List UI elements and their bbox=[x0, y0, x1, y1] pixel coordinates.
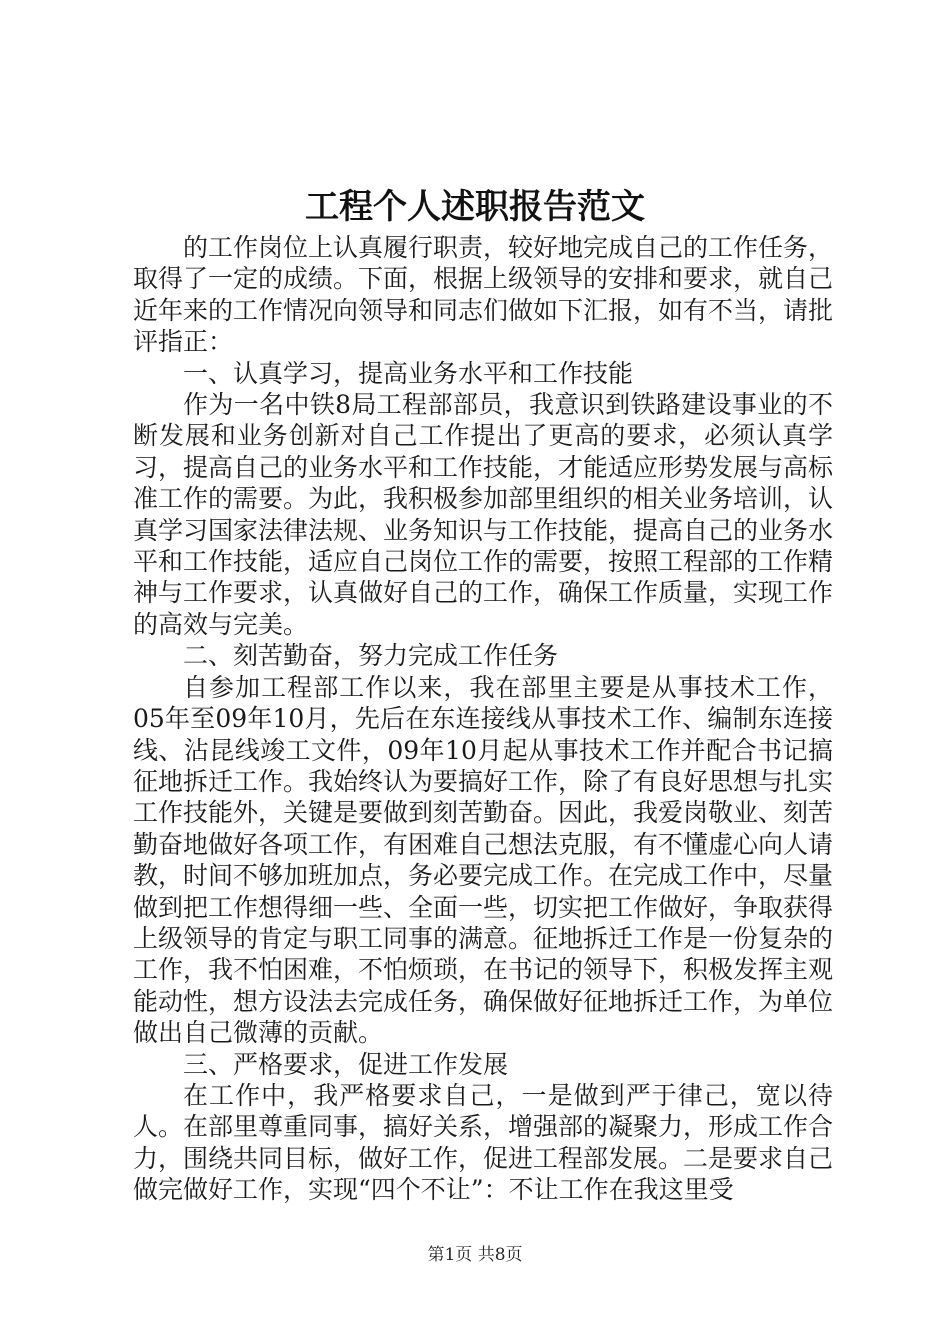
document-title: 工程个人述职报告范文 bbox=[305, 187, 645, 227]
paragraph-section-3: 在工作中，我严格要求自己，一是做到严于律己，宽以待人。在部里尊重同事，搞好关系，增强部的凝聚力，形成工作合力，围绕共同目标，做好工作，促进工程部发展。二是要求自己做完做好工作，实现“四个不让”：不让工作在我这里受 bbox=[133, 1080, 834, 1205]
document-body bbox=[133, 232, 833, 1206]
section-heading-2: 二、刻苦勤奋，努力完成工作任务 bbox=[183, 641, 559, 671]
paragraph-section-1: 作为一名中铁8局工程部部员，我意识到铁路建设事业的不断发展和业务创新对自己工作提出了更高的要求，必须认真学习，提高自己的业务水平和工作技能，才能适应形势发展与高标准工作的需要。为此，我积极参加部里组织的相关业务培训，认真学习国家法律法规、业务知识与工作技能，提高自己的业务水平和工作技能，适应自己岗位工作的需要，按照工程部的工作精神与工作要求，认真做好自己的工作，确保工作质量，实现工作的高效与完美。 bbox=[133, 390, 834, 639]
paragraph-intro: 的工作岗位上认真履行职责，较好地完成自己的工作任务，取得了一定的成绩。下面，根据上级领导的安排和要求，就自己近年来的工作情况向领导和同志们做如下汇报，如有不当，请批评指正： bbox=[133, 233, 834, 357]
section-heading-1: 一、认真学习，提高业务水平和工作技能 bbox=[183, 358, 634, 388]
paragraph-section-2: 自参加工程部工作以来，我在部里主要是从事技术工作，05年至09年10月，先后在东连接线从事技术工作、编制东连接线、沾昆线竣工文件，09年10月起从事技术工作并配合书记搞征地拆迁工作。我始终认为要搞好工作，除了有良好思想与扎实工作技能外，关键是要做到刻苦勤奋。因此，我爱岗敬业、刻苦勤奋地做好各项工作，有困难自己想法克服，有不懂虚心向人请教，时间不够加班加点，务必要完成工作。在完成工作中，尽量做到把工作想得细一些、全面一些，切实把工作做好，争取获得上级领导的肯定与职工同事的满意。征地拆迁工作是一份复杂的工作，我不怕困难，不怕烦琐，在书记的领导下，积极发挥主观能动性，想方设法去完成任务，确保做好征地拆迁工作，为单位做出自己微薄的贡献。 bbox=[133, 672, 834, 1048]
section-heading-3: 三、严格要求，促进工作发展 bbox=[183, 1049, 509, 1079]
page-number-footer: 第1页 共8页 bbox=[427, 1245, 523, 1265]
